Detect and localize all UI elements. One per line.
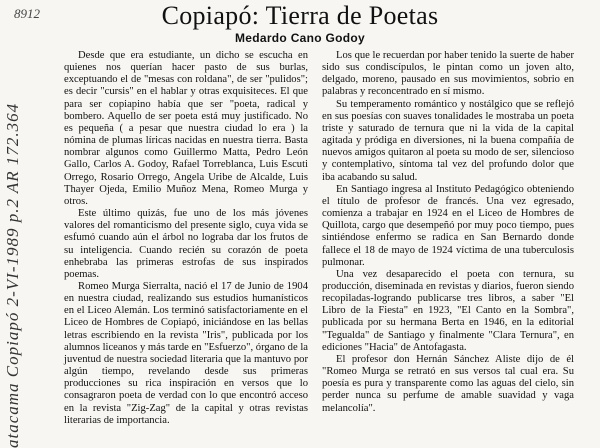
paragraph: Los que le recuerdan por haber tenido la suerte de haber sido sus condiscípulos, le pintan como un joven alto, delgado, moreno, pausado en sus movimientos, sobrio en palabras y reconcentrado en sí mismo. xyxy=(322,50,574,98)
paragraph: Una vez desaparecido el poeta con ternura, su producción, diseminada en revistas y diarios, fueron siendo recopiladas-logrando publicarse tres libros, a saber "El Libro de la Fiesta" en 1923, "El Canto en la Sombra", publicada por su hermana Berta en 1946, en la editorial "Tegualda" de Santiago y finalmente "Clara Ternura", en ediciones "Hacia" de Antofagasta. xyxy=(322,268,574,353)
paragraph: Este último quizás, fue uno de los más jóvenes valores del romanticismo del presente siglo, cuya vida se esfumó cuando aún el árbol no lograba dar los frutos de su inteligencia. Cuando recién su corazón de poeta enhebraba las primeras estrofas de sus inspirados poemas. xyxy=(64,208,308,280)
handwritten-margin-note: atacama Copiapó 2-VI-1989 p.2 AR 172.364 xyxy=(3,102,22,448)
article-title: Copiapó: Tierra de Poetas xyxy=(161,1,439,30)
left-column xyxy=(64,50,308,427)
article-author: Medardo Cano Godoy xyxy=(234,31,366,45)
paragraph: Romeo Murga Sierralta, nació el 17 de Junio de 1904 en nuestra ciudad, realizando sus estudios humanísticos en el Liceo Alemán. Los terminó satisfactoriamente en el Liceo de Hombres de Copiapó, iniciándose en las bellas letras escribiendo en la revista "Iris", publicada por los alumnos liceanos y más tarde en "Esfuerzo", órgano de la juventud de nuestra sociedad literaria que la mantuvo por algún tiempo, revelando desde sus primeras producciones su rica inspiración en versos que lo consagraron poeta de verdad con lo que encontró acceso en la revista "Zig-Zag" de la capital y otras revistas literarias de importancia. xyxy=(64,280,308,426)
right-column xyxy=(322,50,574,415)
paragraph: El profesor don Hernán Sánchez Aliste dijo de él "Romeo Murga se retrató en sus versos tal cual era. Su poesía es pura y transparente como las aguas del cielo, sin perder nunca su perfume de amable suavidad y vaga melancolía". xyxy=(322,353,574,414)
paragraph: En Santiago ingresa al Instituto Pedagógico obteniendo el título de profesor de francés. Una vez egresado, comienza a trabajar en 1924 en el Liceo de Hombres de Quillota, cargo que desempeñó por muy poco tiempo, pues sintiéndose enfermo se radica en San Bernardo donde fallece el 18 de mayo de 1924 víctima de una tuberculosis pulmonar. xyxy=(322,183,574,268)
handwritten-number: 8912 xyxy=(14,6,40,21)
paragraph: Desde que era estudiante, un dicho se escucha en quienes nos querían hacer pasto de sus burlas, exceptuando el de "mesas con roldana", de ser "pulidos"; es decir "cursis" en el hablar y otras exquisiteces. El que para ser copiapino había que ser "poeta, radical y bombero. Aquello de ser poeta está muy justificado. No es pequeña ( a pesar que nuestra ciudad lo era ) la nómina de plumas líricas nacidas en nuestra tierra. Basta nombrar algunos como Guillermo Matta, Pedro León Gallo, Carlos A. Godoy, Rafael Torreblanca, Luis Escuti Orrego, Rosario Orrego, Angela Uribe de Alcalde, Luis Thayer Ojeda, Emilio Muñoz Mena, Romeo Murga y otros. xyxy=(64,50,308,207)
paragraph: Su temperamento romántico y nostálgico que se reflejó en sus poesías con suaves tonalidades le mostraba un poeta triste y saturado de ternura que ni la vida de la capital agitada y pródiga en diversiones, ni la buena compañía de nuevos amigos quitaron al poeta su modo de ser, silencioso y contemplativo, síntoma tal vez del profundo dolor que iba acabando su salud. xyxy=(322,98,574,183)
